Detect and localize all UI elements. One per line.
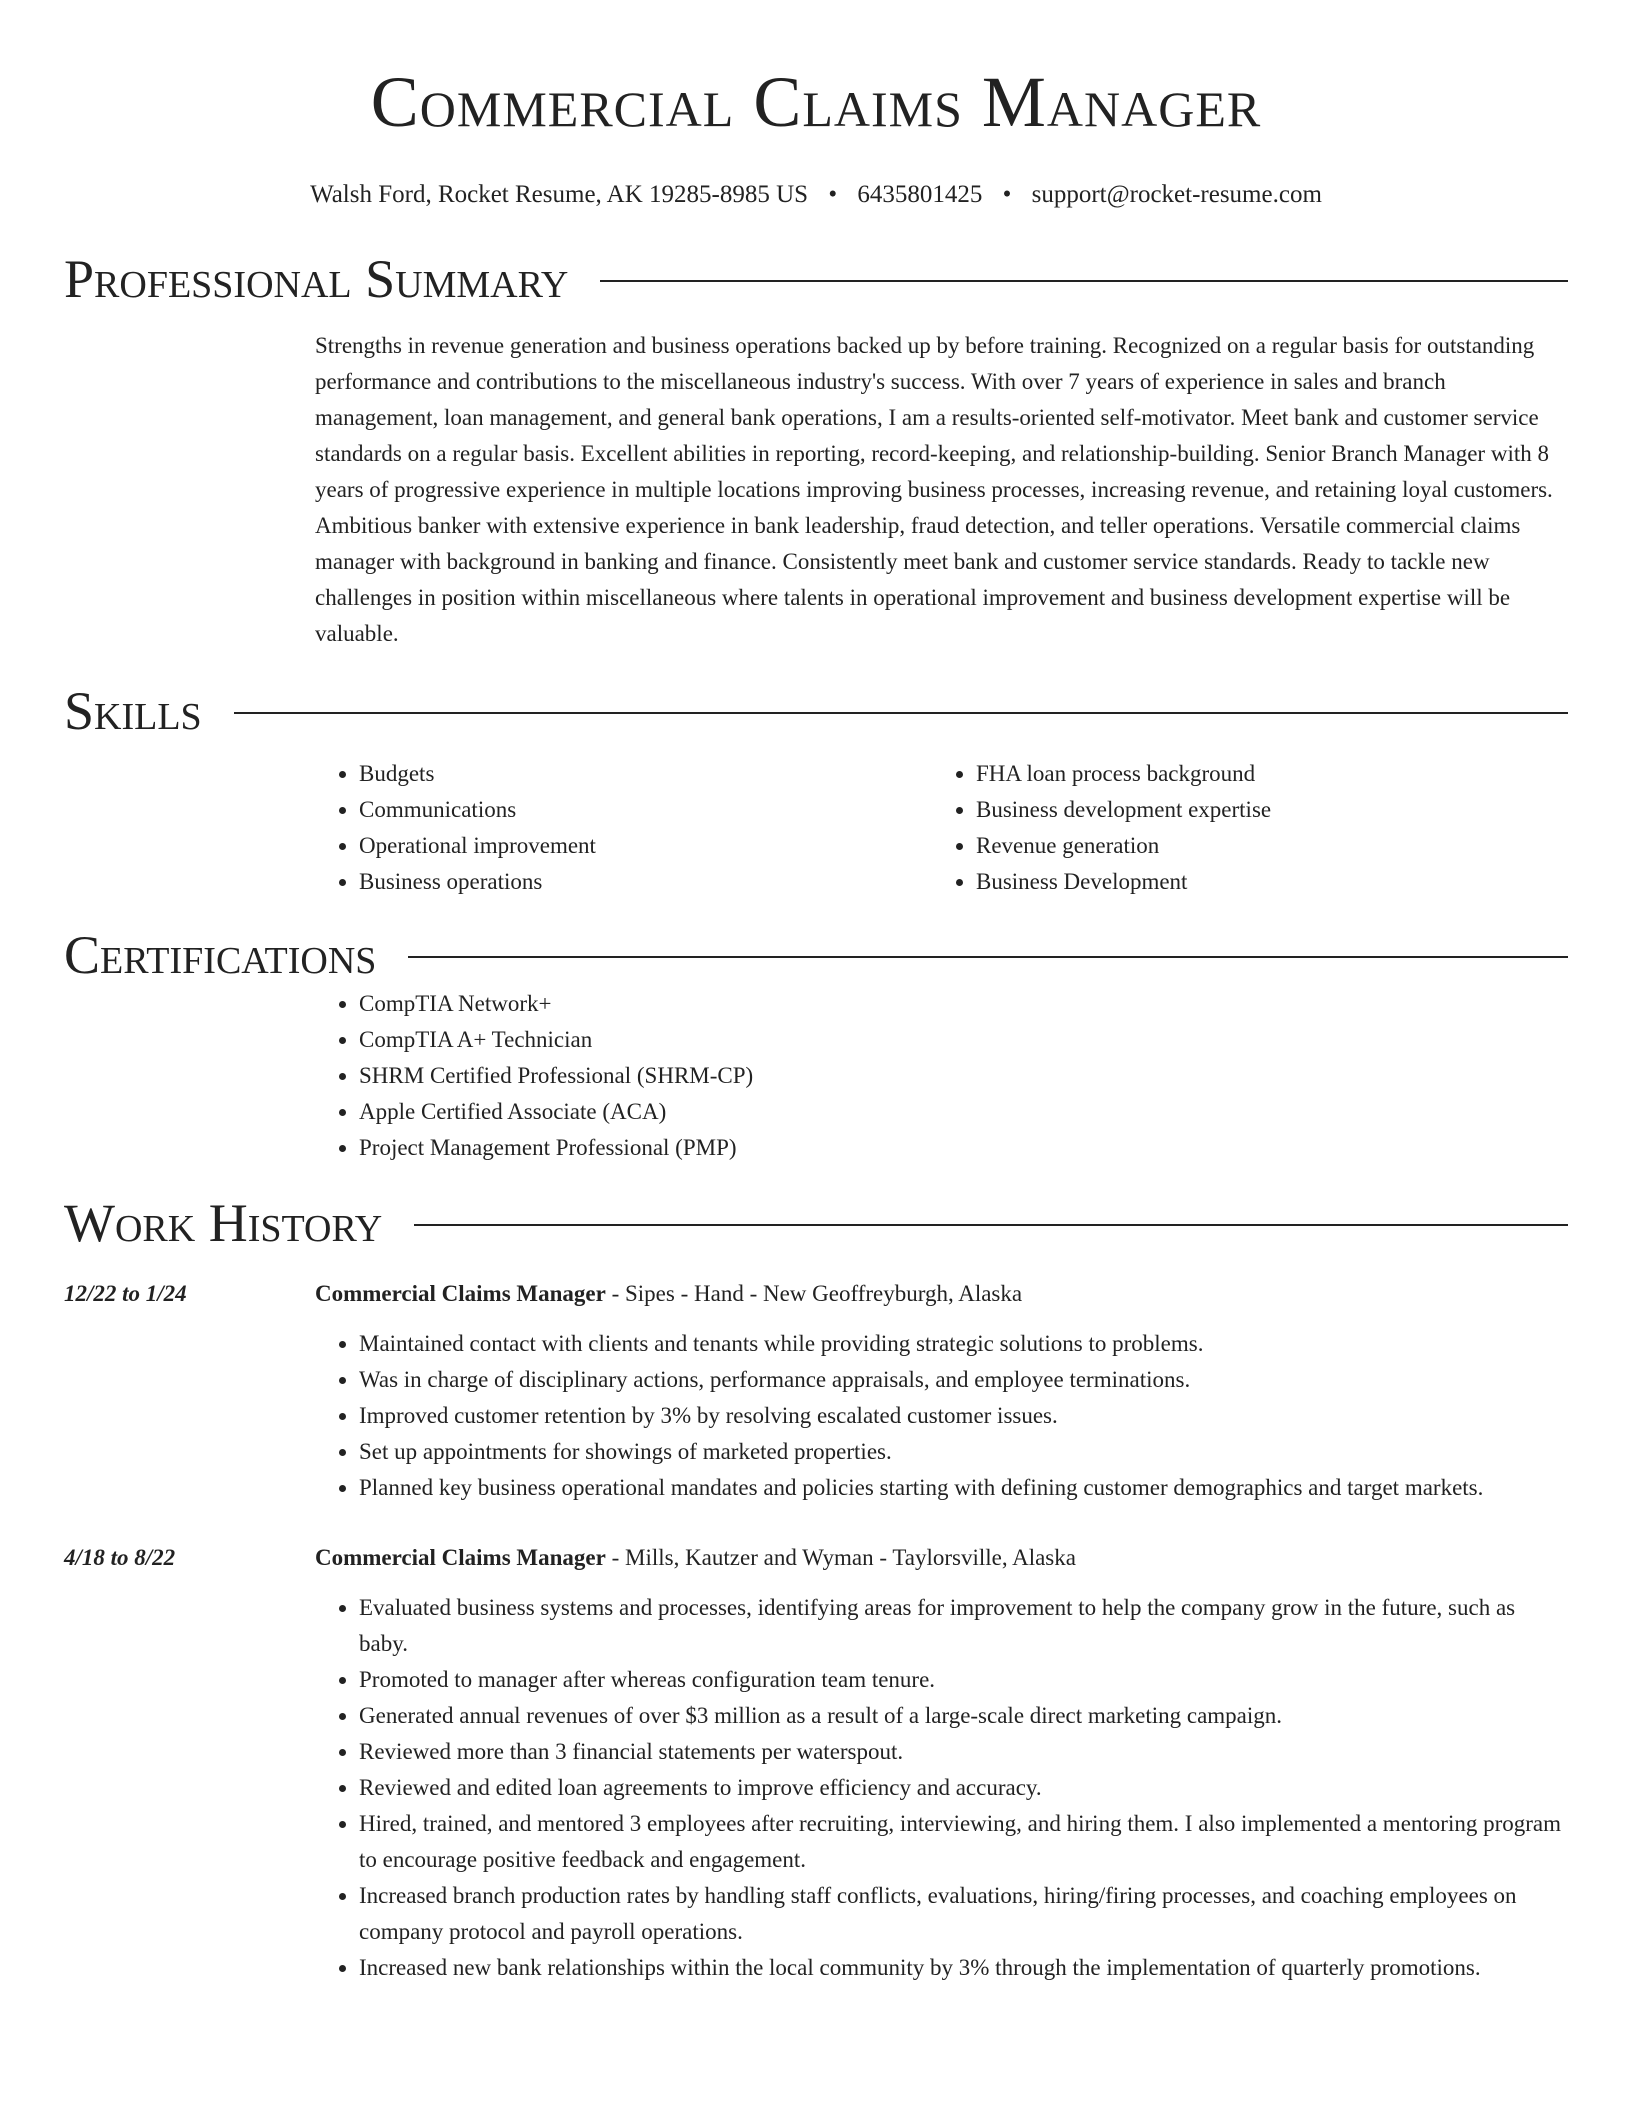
candidate-name: Commercial Claims Manager xyxy=(370,62,1262,142)
skill-item: • FHA loan process background xyxy=(976,756,1568,792)
job-header xyxy=(315,1540,1568,1576)
certifications-section xyxy=(315,986,1568,1166)
skill-item: • Revenue generation xyxy=(976,828,1568,864)
job-bullet: • Reviewed and edited loan agreements to improve efficiency and accuracy. xyxy=(359,1770,1568,1806)
job-bullet: • Hired, trained, and mentored 3 employees after recruiting, interviewing, and hiring them. I also implemented a mentoring program to encourage positive feedback and engagement. xyxy=(359,1806,1568,1878)
job-content xyxy=(315,1540,1568,1986)
job-bullet: • Planned key business operational mandates and policies starting with defining customer demographics and target markets. xyxy=(359,1470,1568,1506)
job-title: Commercial Claims Manager xyxy=(315,1545,606,1570)
job-bullet: • Increased new bank relationships within the local community by 3% through the implementation of quarterly promotions. xyxy=(359,1950,1568,1986)
job-bullet: • Maintained contact with clients and tenants while providing strategic solutions to problems. xyxy=(359,1326,1568,1362)
certifications-list xyxy=(315,986,1568,1166)
job-bullets xyxy=(315,1326,1568,1506)
job-bullet: • Improved customer retention by 3% by resolving escalated customer issues. xyxy=(359,1398,1568,1434)
job-bullet: • Evaluated business systems and processes, identifying areas for improvement to help the company grow in the future, such as baby. xyxy=(359,1590,1568,1662)
certifications-heading: Certifications xyxy=(64,925,377,985)
job-bullet: • Promoted to manager after whereas configuration team tenure. xyxy=(359,1662,1568,1698)
certification-item: • SHRM Certified Professional (SHRM-CP) xyxy=(359,1058,1568,1094)
job-details: - Mills, Kautzer and Wyman - Taylorsville, Alaska xyxy=(605,1545,1076,1570)
job-entry xyxy=(64,1276,1568,1506)
job-entry xyxy=(64,1540,1568,1986)
contact-email: support@rocket-resume.com xyxy=(1031,181,1322,208)
summary-section-header xyxy=(64,248,1568,310)
summary-heading: Professional Summary xyxy=(64,249,569,309)
certification-item: • CompTIA A+ Technician xyxy=(359,1022,1568,1058)
certification-item: • Apple Certified Associate (ACA) xyxy=(359,1094,1568,1130)
skill-item: • Communications xyxy=(359,792,932,828)
job-bullet: • Set up appointments for showings of marketed properties. xyxy=(359,1434,1568,1470)
job-bullet: • Reviewed more than 3 financial statements per waterspout. xyxy=(359,1734,1568,1770)
skill-item: • Budgets xyxy=(359,756,932,792)
job-bullet: • Increased branch production rates by handling staff conflicts, evaluations, hiring/firing processes, and coaching employees on company protocol and payroll operations. xyxy=(359,1878,1568,1950)
job-details: - Sipes - Hand - New Geoffreyburgh, Alaska xyxy=(605,1281,1023,1306)
job-bullets xyxy=(315,1590,1568,1986)
skill-item: • Business Development xyxy=(976,864,1568,900)
skill-item: • Operational improvement xyxy=(359,828,932,864)
skills-grid xyxy=(315,756,1568,900)
certifications-section-header xyxy=(64,924,1568,986)
contact-line xyxy=(64,180,1568,210)
skill-item: • Business development expertise xyxy=(976,792,1568,828)
summary-text: Strengths in revenue generation and business operations backed up by before training. Recognized on a regular basis for outstanding performance and contributions to the miscellaneous industry's success. With over 7 years of experience in sales and branch management, loan management, and general bank operations, I am a results-oriented self-motivator. Meet bank and customer service standards on a regular basis. Excellent abilities in reporting, record-keeping, and relationship-building. Senior Branch Manager with 8 years of progressive experience in multiple locations improving business processes, increasing revenue, and retaining loyal customers. Ambitious banker with extensive experience in bank leadership, fraud detection, and teller operations. Versatile commercial claims manager with background in banking and finance. Consistently meet bank and customer service standards. Ready to tackle new challenges in position within miscellaneous where talents in operational improvement and business development expertise will be valuable. xyxy=(315,333,1553,646)
skills-section xyxy=(315,756,1568,900)
job-title: Commercial Claims Manager xyxy=(315,1281,606,1306)
contact-phone: 6435801425 xyxy=(857,181,983,208)
job-bullet: • Generated annual revenues of over $3 million as a result of a large-scale direct marketing campaign. xyxy=(359,1698,1568,1734)
job-content xyxy=(315,1276,1568,1506)
skill-item: • Business operations xyxy=(359,864,932,900)
section-divider xyxy=(234,712,1568,714)
job-bullet: • Was in charge of disciplinary actions, performance appraisals, and employee terminations. xyxy=(359,1362,1568,1398)
contact-separator: • xyxy=(1002,181,1012,208)
certification-item: • CompTIA Network+ xyxy=(359,986,1568,1022)
skills-list-right xyxy=(932,756,1568,900)
contact-address: Walsh Ford, Rocket Resume, AK 19285-8985 US xyxy=(310,181,809,208)
work-history-section-header xyxy=(64,1192,1568,1254)
skills-heading: Skills xyxy=(64,681,202,741)
job-header xyxy=(315,1276,1568,1312)
section-divider xyxy=(600,280,1568,282)
job-dates: 12/22 to 1/24 xyxy=(64,1281,187,1306)
certification-item: • Project Management Professional (PMP) xyxy=(359,1130,1568,1166)
job-dates: 4/18 to 8/22 xyxy=(64,1545,176,1570)
summary-section xyxy=(315,328,1568,652)
work-history-heading: Work History xyxy=(64,1193,383,1253)
section-divider xyxy=(408,956,1568,958)
skills-section-header xyxy=(64,680,1568,742)
skills-list-left xyxy=(315,756,932,900)
section-divider xyxy=(414,1224,1568,1226)
contact-separator: • xyxy=(828,181,838,208)
